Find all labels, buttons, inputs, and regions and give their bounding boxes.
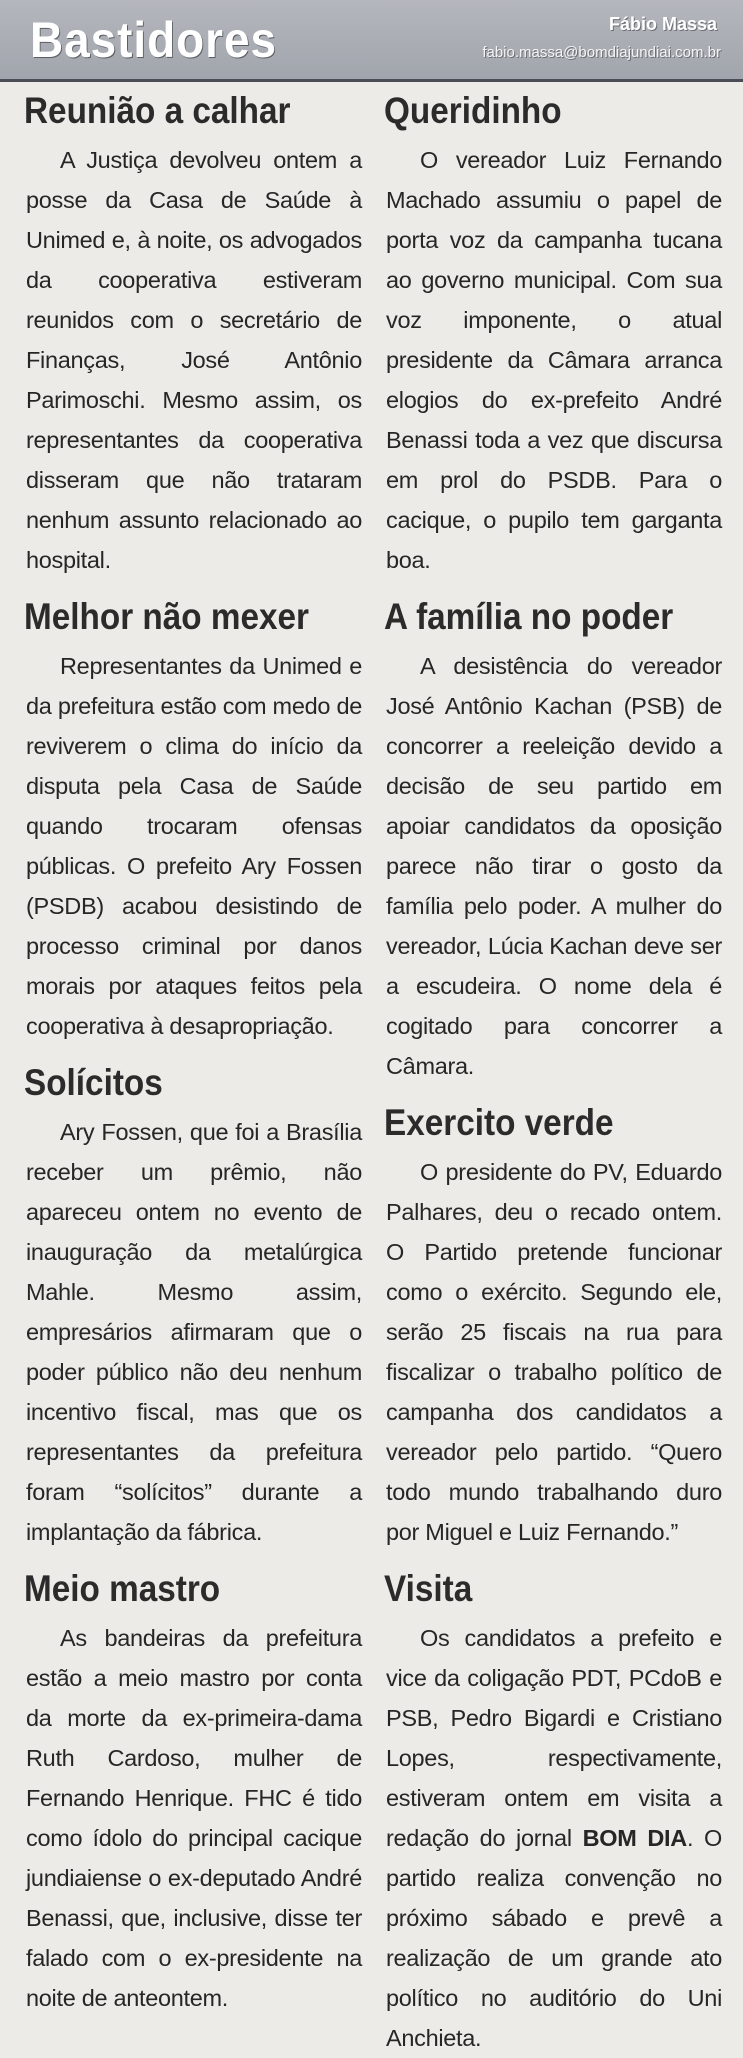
article-meio-mastro [26, 1566, 362, 2018]
article-headline: A família no poder [384, 596, 674, 637]
article-body: A desistência do vereador José Antônio Kachan (PSB) de concorrer a reeleição devido a decisão de seu partido em apoiar candidatos da oposição parece não tirar o gosto da família pelo poder. A mulher do vereador, Lúcia Kachan deve ser a escudeira. O nome dela é cogitado para concorrer a Câmara. [386, 653, 722, 1079]
article-body: Os candidatos a prefeito e vice da coligação PDT, PCdoB e PSB, Pedro Bigardi e Cristiano Lopes, respectivamente, estiveram ontem em visita a redação do jornal BOM DIA. O partido realiza convenção no próximo sábado e prevê a realização de um grande ato político no auditório do Uni Anchieta. [386, 1625, 723, 2051]
article-headline: Solícitos [24, 1062, 163, 1103]
article-queridinho [386, 88, 722, 580]
article-visita [386, 1566, 722, 2058]
article-reuniao-a-calhar [26, 88, 362, 580]
author-email[interactable]: fabio.massa@bomdiajundiai.com.br [482, 44, 721, 61]
column-divider [364, 96, 365, 1876]
article-a-familia-no-poder [386, 594, 722, 1086]
author-name: Fábio Massa [608, 14, 717, 34]
article-headline: Queridinho [384, 90, 562, 131]
right-column [386, 82, 722, 2058]
article-body: Representantes da Unimed e da prefeitura estão com medo de reviverem o clima do início da disputa pela Casa de Saúde quando trocaram ofensas públicas. O prefeito Ary Fossen (PSDB) acabou desistindo de processo criminal por danos morais por ataques feitos pela cooperativa à desapropriação. [26, 653, 362, 1039]
article-body: Ary Fossen, que foi a Brasília receber um prêmio, não apareceu ontem no evento de inauguração da metalúrgica Mahle. Mesmo assim, empresários afirmaram que o poder público não deu nenhum incentivo fiscal, mas que os representantes da prefeitura foram “solícitos” durante a implantação da fábrica. [26, 1119, 362, 1545]
column-title: Bastidores [30, 12, 277, 68]
left-column [26, 82, 362, 2018]
column-header [0, 0, 743, 82]
article-headline: Exercito verde [384, 1102, 614, 1143]
article-exercito-verde [386, 1100, 722, 1552]
article-body: A Justiça devolveu ontem a posse da Casa de Saúde à Unimed e, à noite, os advogados da cooperativa estiveram reunidos com o secretário de Finanças, José Antônio Parimoschi. Mesmo assim, os representantes da cooperativa disseram que não trataram nenhum assunto relacionado ao hospital. [26, 147, 362, 573]
article-headline: Melhor não mexer [24, 596, 309, 637]
article-headline: Meio mastro [24, 1568, 221, 1609]
article-solicitos [26, 1060, 362, 1552]
article-body: O presidente do PV, Eduardo Palhares, deu o recado ontem. O Partido pretende funcionar como o exército. Segundo ele, serão 25 fiscais na rua para fiscalizar o trabalho político de campanha dos candidatos a vereador pelo partido. “Quero todo mundo trabalhando duro por Miguel e Luiz Fernando.” [386, 1159, 722, 1545]
article-body: As bandeiras da prefeitura estão a meio mastro por conta da morte da ex-primeira-dama Ruth Cardoso, mulher de Fernando Henrique. FHC é tido como ídolo do principal cacique jundiaiense o ex-deputado André Benassi, que, inclusive, disse ter falado com o ex-presidente na noite de anteontem. [26, 1625, 362, 2011]
article-headline: Reunião a calhar [24, 90, 291, 131]
article-melhor-nao-mexer [26, 594, 362, 1046]
article-body: O vereador Luiz Fernando Machado assumiu o papel de porta voz da campanha tucana ao governo municipal. Com sua voz imponente, o atual presidente da Câmara arranca elogios do ex-prefeito André Benassi toda a vez que discursa em prol do PSDB. Para o cacique, o pupilo tem garganta boa. [386, 147, 722, 573]
article-headline: Visita [384, 1568, 473, 1609]
newspaper-name: BOM DIA [582, 1825, 687, 1851]
